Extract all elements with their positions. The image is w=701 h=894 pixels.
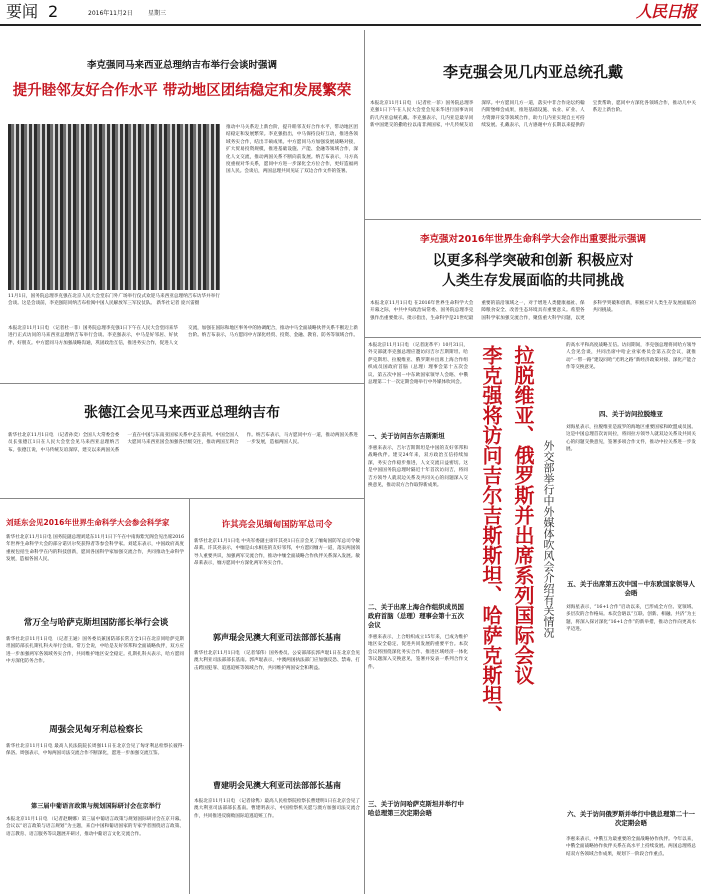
column-divider [189, 498, 190, 894]
article-body: 本报北京11月1日电 在2016年世界生命科学大会开幕之际，中共中央政治局常委、国务院总理李克强作出重要批示。批示指出，生命科学是21世纪最重要的前沿领域之一，对于增进人类健康福祉、保障粮食安全、改善生态环境具有重要意义。希望各国科学家加强交流合作，聚焦重大科学问题，以更多科学突破和创新，积极应对人类生存发展面临的共同挑战。 [370, 301, 696, 321]
article-body: 本报北京11月1日电 （记者杜一菲）国务院总理李克强1日下午在人民大会堂同来华进行正式访问的马来西亚总理纳吉布举行会谈。李克强表示，中马是好邻居、好伙伴、好朋友。中方愿同马方加强战略沟通，巩固政治互信，推进务实合作，促进人文交流，加强在国际和地区事务中的协调配合，推动中马全面战略伙伴关系不断迈上新台阶。纳吉布表示，马方愿同中方深化经贸、投资、金融、教育、防务等领域合作。 [8, 326, 358, 346]
article-headline: 常万全与哈萨克斯坦国防部长举行会谈 [23, 618, 169, 628]
article-headline: 郭声琨会见澳大利亚司法部部长基南 [213, 633, 341, 642]
newspaper-logo: 人民日报 [636, 2, 697, 21]
article-body: 新华社北京11月1日电 最高人民法院院长周强11日在北京会见了匈牙利总检察长彼得·保洛。周强表示，中匈两国司法交流合作不断深化，愿进一步加强交流互鉴。 [6, 744, 184, 757]
section-subhead: 六、关于访问俄罗斯并举行中俄总理第二十一次定期会晤 [567, 810, 695, 827]
section-label: 要闻 [6, 2, 39, 21]
article-body: 本报北京11月1日电 （记者赵婀娜）第三届中葡语言政策与规划国际研讨会在京开幕。会议以“语言政策与语言规划”为主题，来自中国和葡语国家的专家学者围绕语言政策、语言教育、语言服务等议题展开研讨，推动中葡语言文化交流合作。 [6, 817, 184, 837]
article-headline: 曹建明会见澳大利亚司法部部长基南 [213, 781, 341, 790]
section-subhead: 一、关于访问吉尔吉斯斯坦 [368, 432, 445, 440]
section-subhead: 五、关于出席第五次中国－中东欧国家领导人会晤 [567, 580, 695, 597]
page-number: 2 [48, 2, 59, 21]
article-kicker: 李克强对2016年世界生命科学大会作出重要批示强调 [420, 234, 646, 245]
article-body: 本报北京11月1日电 （记者庞革平）10月31日，外交部就李克强总理应邀访问吉尔吉斯斯坦、哈萨克斯坦、拉脱维亚、俄罗斯并出席上海合作组织成员国政府首脑（总理）理事会第十五次会议、第五次中国－中东欧国家领导人会晤、中俄总理第二十一次定期会晤举行中外媒体吹风会。 [368, 343, 468, 386]
article-body: 新华社北京11月1日电 （记者王通）国务委员兼国防部长常万全1日在北京同哈萨克斯坦国防部长扎斯扎科夫举行会谈。常万全说，中哈是友好邻邦和全面战略伙伴，双方应进一步加强两军各领域务实合作，共同维护地区安全稳定。扎斯扎科夫表示，哈方愿同中方深化防务合作。 [6, 637, 184, 665]
article-body: 刘海星表示，“16+1合作”启动以来，已形成全方位、宽领域、多层次的合作格局。本次会晤以“互联、创新、相融、共济”为主题，将深入探讨深化“16+1合作”的新举措，推动合作向更高水平迈进。 [566, 605, 696, 633]
article-headline: 李克强会见几内亚总统孔戴 [442, 63, 623, 81]
section-subhead: 二、关于出席上海合作组织成员国政府首脑（总理）理事会第十五次会议 [368, 603, 464, 629]
section-divider [0, 498, 364, 499]
article-body: 刘海星表示，拉脱维亚是波罗的海地区重要国家和欧盟成员国。这是中国总理首次访问拉，将同拉方领导人就双边关系及共同关心的问题交换意见，签署多项合作文件，推动中拉关系进一步发展。 [566, 425, 696, 453]
section-subhead: 四、关于访问拉脱维亚 [599, 410, 663, 418]
article-body: 李惠来表示，上合组织成立15年来，已成为维护地区安全稳定、促进共同发展的重要平台。本次会议将围绕深化务实合作、推进区域经济一体化等议题深入交换意见，签署并发表一系列合作文件。 [368, 635, 468, 670]
article-headline: 第三届中葡语言政策与规划国际研讨会在京举行 [31, 803, 161, 810]
article-kicker: 李克强同马来西亚总理纳吉布举行会谈时强调 [86, 60, 277, 71]
article-body: 李惠来表示，中俄互为最重要的全面战略协作伙伴。今年以来，中俄全面战略协作伙伴关系在高水平上持续发展。两国总理将总结双方各领域合作成果，规划下一阶段合作重点。 [566, 837, 696, 857]
article-body: 新华社北京11月1日电 （记者孙奕）全国人大常委会委员长张德江1日在人民大会堂会见马来西亚总理纳吉布。张德江说，中马传统友谊深厚，建交以来两国关系一直在中国与东南亚国家关系中走在前列。中国全国人大愿同马来西亚国会加强各层级交往，推动两国互利合作。纳吉布表示，马方愿同中方一道，推动两国关系进一步发展，造福两国人民。 [8, 433, 358, 453]
column-divider [364, 30, 365, 894]
article-body: 新华社北京11月1日电 中央军委副主席许其亮1日在京会见了缅甸国防军总司令敏昂莱。许其亮表示，中缅是山水相连的友好邻邦，中方愿同缅方一道，落实两国领导人重要共识，加强两军交流合作，推动中缅全面战略合作伙伴关系深入发展。敏昂莱表示，缅方愿同中方深化两军务实合作。 [194, 539, 360, 567]
article-headline: 刘延东会见2016年世界生命科学大会参会科学家 [6, 518, 170, 527]
news-photo [8, 124, 220, 290]
article-headline: 提升睦邻友好合作水平 带动地区团结稳定和发展繁荣 [12, 83, 352, 99]
photo-caption: 11月1日，国务院总理李克强在北京人民大会堂东门外广场举行仪式欢迎马来西亚总理纳吉布访华并举行会谈。这是会谈前，李克强陪同纳吉布检阅中国人民解放军三军仪仗队。 新华社记者 庞兴雷摄 [8, 294, 220, 307]
article-body: 本报北京11月1日电 （记者徐隽）最高人民检察院检察长曹建明1日在北京会见了澳大利亚司法部部长基南。曹建明表示，中国检察机关愿与澳方加强司法交流合作，共同推进反腐败国际追逃追赃工作。 [194, 799, 360, 819]
briefing-column-left [368, 342, 468, 892]
vertical-headline: 李克强将访问吉尔吉斯斯坦、哈萨克斯坦、 [479, 345, 503, 725]
article-body: 的高水平和高度战略互信。访问期间，李克强总理将同哈方领导人会见会谈，共同出席中哈企业家委员会第五次会议，就推动“一带一路”建设同哈“光明之路”新经济政策对接、深化产能合作等交换意见。 [566, 343, 696, 371]
section-divider [0, 383, 364, 384]
section-subhead: 三、关于访问哈萨克斯坦并举行中哈总理第三次定期会晤 [368, 800, 464, 817]
section-divider [365, 219, 701, 220]
article-body: 新华社北京11月1日电 国务院副总理刘延东11月1日下午在中南海紫光阁会见出席2016年世界生命科学大会的部分诺贝尔奖获得者等参会科学家。刘延东表示，中国政府高度重视包括生命科学在内的科技创新，愿同各国科学家加强交流合作，共同推动生命科学发展，造福各国人民。 [6, 535, 184, 563]
article-body: 推动中马关系迈上新台阶，提升睦邻友好合作水平，带动地区团结稳定和发展繁荣。李克强指出，中马保持良好互动，推进各领域务实合作，结出丰硕成果。中方愿同马方加强发展战略对接，扩大贸易投资规模，推进基础设施、产能、金融等领域合作，深化人文交流，推动两国关系不断向前发展。纳吉布表示，马方高度重视对华关系，愿同中方进一步深化全方位合作，更好造福两国人民。会谈后，两国总理共同见证了双边合作文件的签署。 [226, 125, 358, 175]
article-body: 本报北京11月1日电 （记者杜一菲）国务院总理李克强1日下午在人民大会堂会见来华进行国事访问的几内亚总统孔戴。李克强表示，几内亚是最早同新中国建交的撒哈拉以南非洲国家，中几传统友谊深厚。中方愿同几方一道，落实中非合作论坛约翰内斯堡峰会成果，推进基础设施、农业、矿业、人力资源开发等领域合作，助力几内亚实现自主可持续发展。孔戴表示，几方感谢中方长期以来提供的宝贵帮助，愿同中方深化各领域合作，推动几中关系迈上新台阶。 [370, 101, 696, 129]
issue-weekday: 星期三 [148, 10, 167, 17]
masthead-rule [0, 24, 701, 26]
article-headline: 人类生存发展面临的共同挑战 [442, 273, 624, 289]
article-headline: 张德江会见马来西亚总理纳吉布 [84, 405, 280, 421]
article-headline: 许其亮会见缅甸国防军总司令 [221, 520, 333, 530]
vertical-subtitle: 外交部举行中外媒体吹风会介绍有关情况 [542, 440, 555, 638]
article-headline: 周强会见匈牙利总检察长 [49, 725, 143, 735]
article-body: 李惠来表示，吉尔吉斯斯坦是中国的友好邻邦和战略伙伴。建交24年来，双方政治互信持续加深，务实合作稳步推进，人文交流日益密切。这是中国国务院总理时隔近十年首次访问吉，将同吉方领导人就双边关系及共同关心的问题深入交换意见，推动双方合作取得新成果。 [368, 446, 468, 489]
vertical-headline: 拉脱维亚、俄罗斯并出席系列国际会议 [511, 345, 535, 685]
article-body: 新华社北京11月1日电 （记者邹伟）国务委员、公安部部长郭声琨1日在北京会见澳大利亚司法部部长基南。郭声琨表示，中澳两国执法部门应加强反恐、禁毒、打击跨国犯罪、追逃追赃等领域合作，共同维护两国安全和利益。 [194, 651, 360, 671]
section-divider [365, 337, 701, 338]
issue-date: 2016年11月2日 [88, 10, 133, 17]
article-headline: 以更多科学突破和创新 积极应对 [432, 253, 634, 269]
